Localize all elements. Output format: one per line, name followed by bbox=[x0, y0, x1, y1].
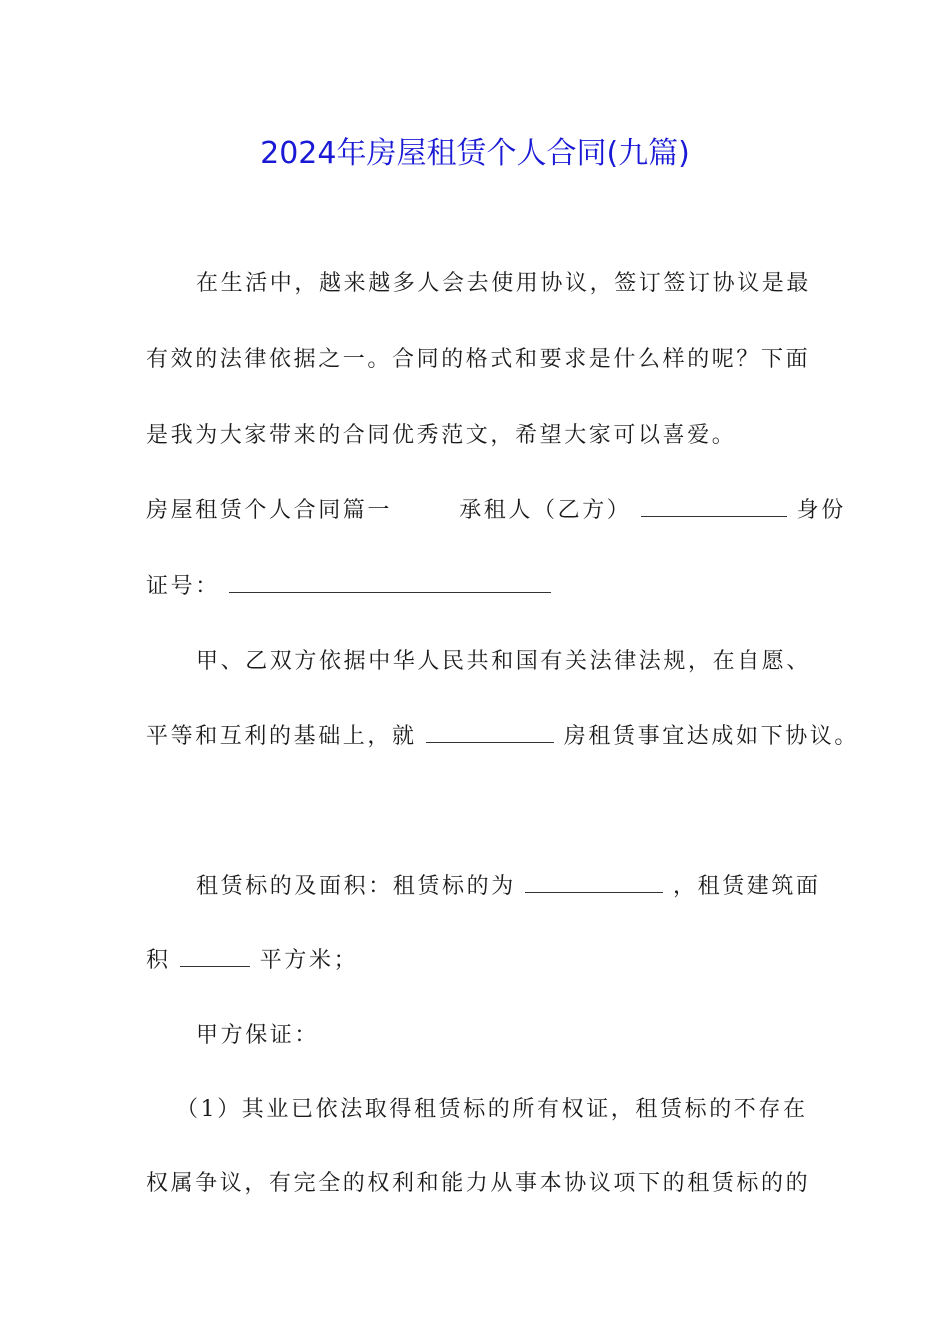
paragraph-line bbox=[146, 570, 551, 603]
paragraph-line bbox=[146, 494, 846, 527]
paragraph-line: 甲方保证： bbox=[196, 1023, 320, 1048]
text-segment: 租赁标的及面积：租赁标的为 bbox=[196, 874, 516, 899]
paragraph-line: 是我为大家带来的合同优秀范文，希望大家可以喜爱。 bbox=[146, 423, 737, 448]
paragraph-line bbox=[196, 870, 821, 903]
id-label-part: 身份 bbox=[796, 498, 846, 523]
text-segment: ，租赁建筑面 bbox=[673, 874, 821, 899]
paragraph-line: （1）其业已依法取得租赁标的所有权证，租赁标的不存在 bbox=[176, 1097, 808, 1122]
paragraph-line: 权属争议，有完全的权利和能力从事本协议项下的租赁标的的 bbox=[146, 1171, 811, 1196]
blank-field bbox=[180, 944, 250, 967]
section-heading: 房屋租赁个人合同篇一 bbox=[146, 498, 393, 523]
text-segment: 积 bbox=[146, 948, 171, 973]
text-segment: 房租赁事宜达成如下协议。 bbox=[563, 724, 859, 749]
paragraph-line: 甲、乙双方依据中华人民共和国有关法律法规，在自愿、 bbox=[196, 649, 812, 674]
blank-field bbox=[525, 870, 663, 893]
paragraph-line: 在生活中，越来越多人会去使用协议，签订签订协议是最 bbox=[196, 271, 812, 296]
text-segment: 平等和互利的基础上，就 bbox=[146, 724, 417, 749]
blank-field bbox=[641, 494, 787, 517]
paragraph-line bbox=[146, 944, 358, 977]
paragraph-line: 有效的法律依据之一。合同的格式和要求是什么样的呢？下面 bbox=[146, 347, 811, 372]
blank-field bbox=[229, 570, 551, 593]
blank-field bbox=[426, 720, 554, 743]
document-title: 2024年房屋租赁个人合同(九篇) bbox=[260, 136, 690, 171]
tenant-label: 承租人（乙方） bbox=[459, 498, 632, 523]
paragraph-line bbox=[146, 720, 859, 753]
id-number-label: 证号： bbox=[146, 574, 220, 599]
text-segment: 平方米； bbox=[259, 948, 359, 973]
